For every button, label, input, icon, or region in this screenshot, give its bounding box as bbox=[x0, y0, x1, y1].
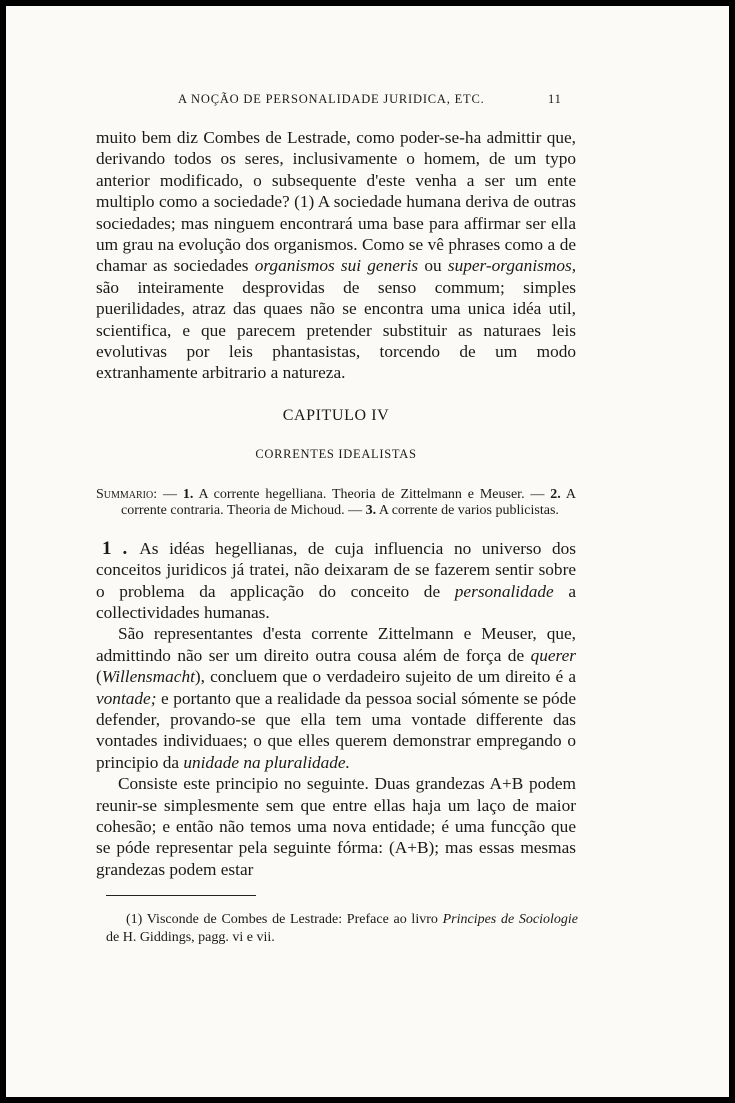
running-title: A NOÇÃO DE PERSONALIDADE JURIDICA, ETC. bbox=[178, 92, 485, 106]
chapter-subtitle: CORRENTES IDEALISTAS bbox=[255, 447, 417, 462]
body-text bbox=[96, 127, 576, 880]
summary-label: Summario bbox=[96, 486, 154, 502]
section-1-paragraph: 1 . As idéas hegellianas, de cuja influencia no universo dos conceitos juridicos já tratei, não deixaram de se fazerem sentir sobre o problema da applicação do conceito de personalidade a collectividades humanas. bbox=[96, 537, 576, 622]
emphasis: personalidade bbox=[454, 581, 554, 601]
footnote: (1) Visconde de Combes de Lestrade: Preface ao livro Principes de Sociologie de H. Giddings, pagg. vi e vii. bbox=[106, 912, 578, 945]
emphasis: organismos sui generis bbox=[254, 256, 419, 276]
book-page bbox=[6, 6, 729, 1097]
chapter-summary: Summario: — 1. A corrente hegelliana. Theoria de Zittelmann e Meuser. — 2. A corrente contraria. Theoria de Michoud. — 3. A corrente de varios publicistas. bbox=[96, 486, 576, 518]
emphasis: super-organismos, bbox=[447, 256, 577, 276]
paragraph: São representantes d'esta corrente Zittelmann e Meuser, que, admittindo não ser um direito outra cousa além de força de querer (Willensmacht), concluem que o verdadeiro sujeito de um direito é a vontade; e portanto que a realidade da pessoa social sómente se póde defender, provando-se que ella tem uma vontade differente das vontades individuaes; o que elles querem demonstrar empregando o principio da unidade na pluralidade. bbox=[96, 624, 576, 772]
paragraph-continued: muito bem diz Combes de Lestrade, como poder-se-ha admittir que, derivando todos os seres, inclusivamente o homem, de um typo anterior modificado, o subsequente d'este venha a ser um ente multiplo como a sociedade? (1) A sociedade humana deriva de outras sociedades; mas ninguem encontrará uma base para affirmar ser ella um grau na evolução dos organismos. Como se vê phrases como a de chamar as sociedades organismos sui generis ou super-organismos, são inteiramente desprovidas de senso commum; simples puerilidades, atraz das quaes não se encontra uma unica idéa util, scientifica, e que parecem pretender substituir as naturaes leis evolutivas por leis phantasistas, torcendo de um modo extranhamente arbitrario a natureza. bbox=[96, 128, 577, 383]
paragraph: Consiste este principio no seguinte. Duas grandezas A+B podem reunir-se simplesmente sem que entre ellas haja um laço de maior cohesão; e então não temos uma nova entidade; é uma funcção que se póde representar pela seguinte fórma: (A+B); mas essas mesmas grandezas podem estar bbox=[96, 774, 576, 879]
chapter-title: CAPITULO IV bbox=[282, 406, 390, 424]
page-number: 11 bbox=[548, 92, 562, 106]
section-number: 1 . bbox=[102, 537, 128, 559]
footnote-divider bbox=[106, 895, 256, 896]
